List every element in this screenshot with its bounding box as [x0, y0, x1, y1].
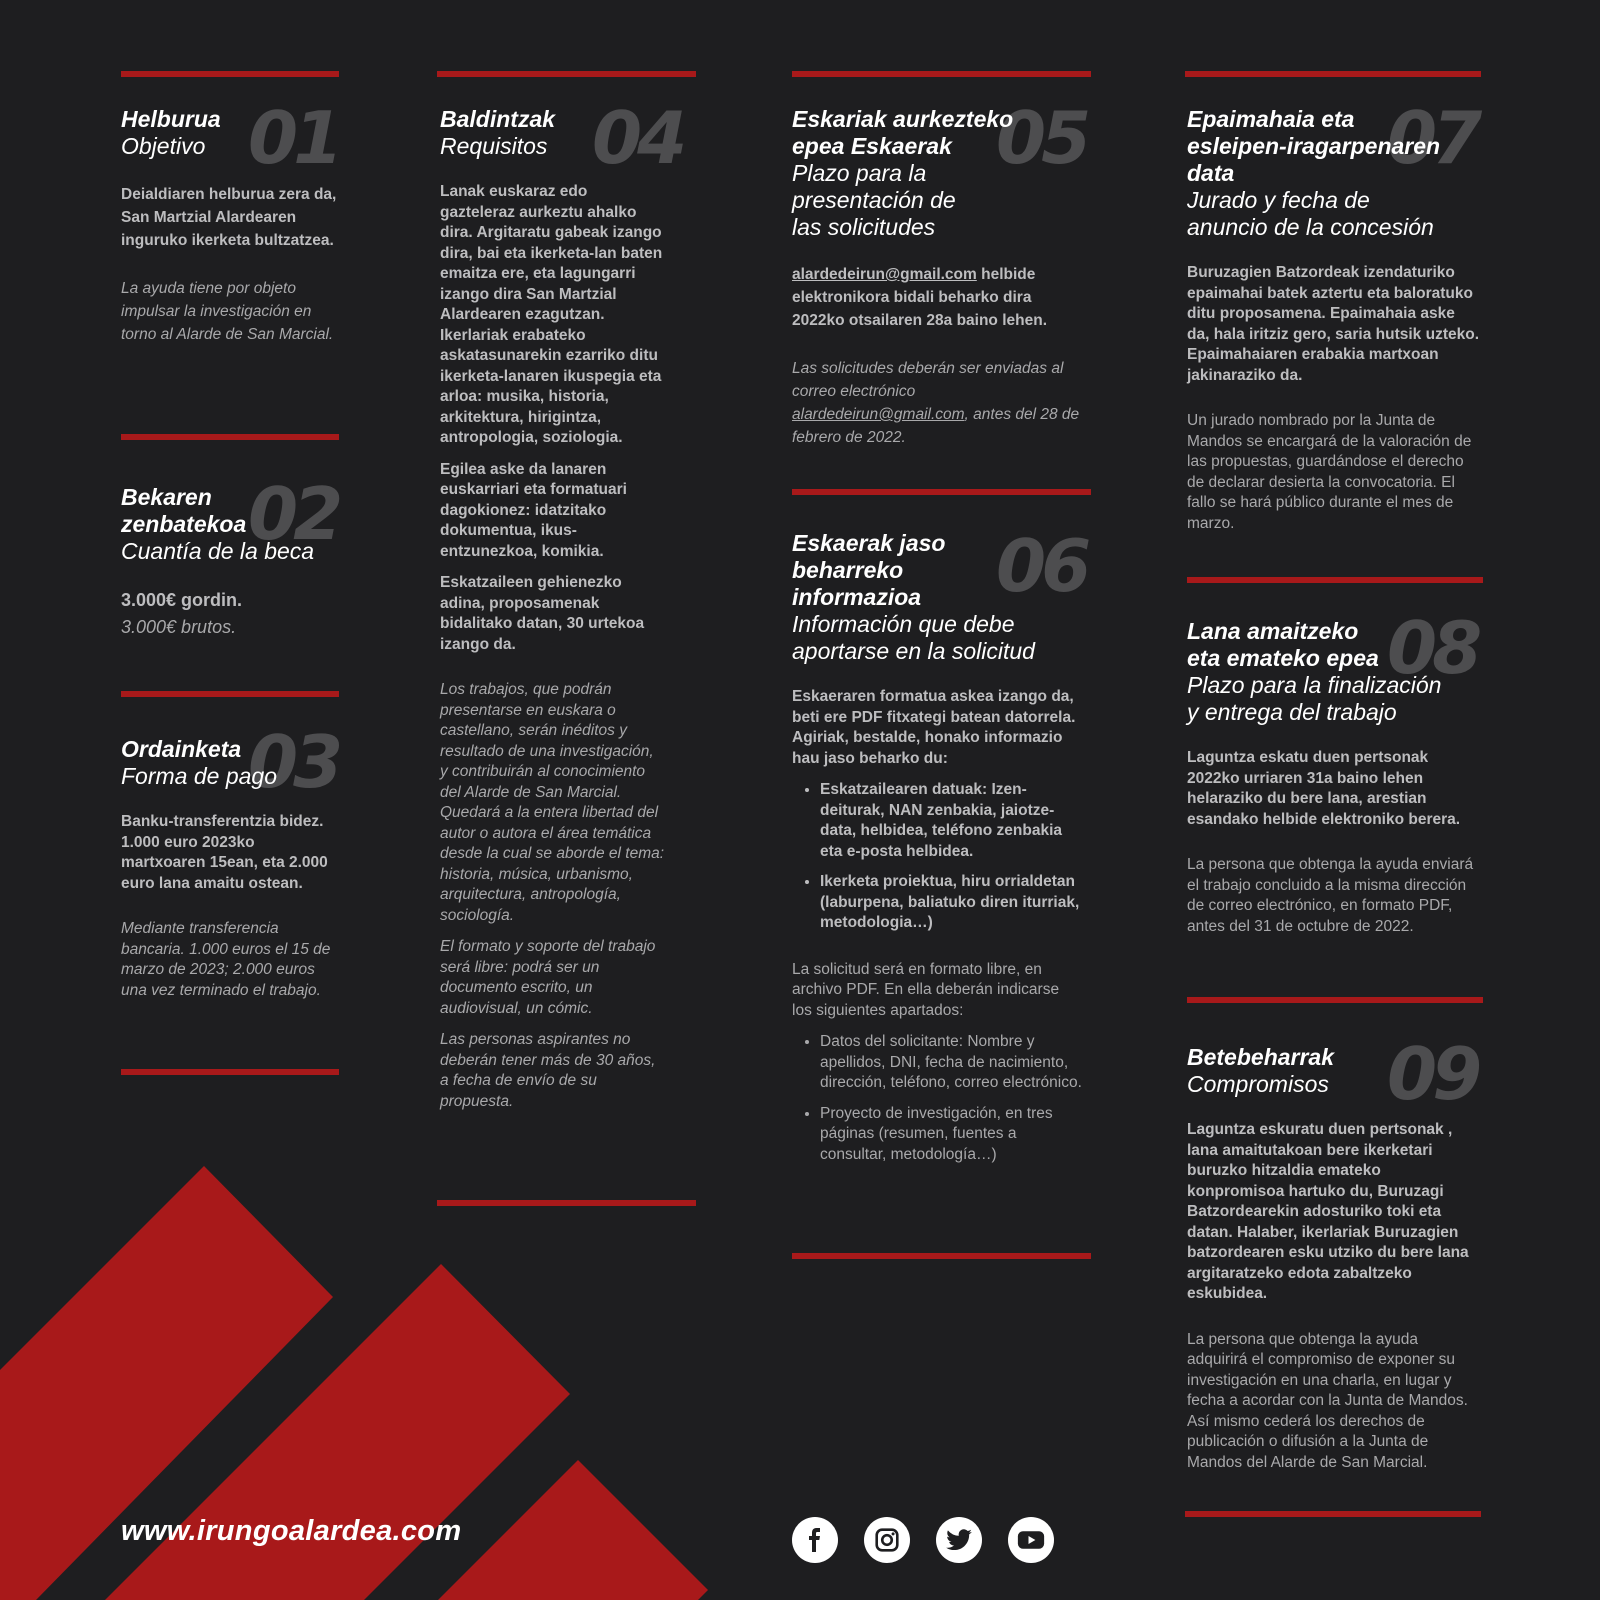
section-heading — [440, 106, 700, 160]
text-es: La solicitud será en formato libre, en archivo PDF. En ella deberán indicarse los siguientes apartados: — [792, 960, 1060, 1019]
text-eu-rest: helbide elektronikora bidali beharko dira 2022ko otsailaren 28a baino lehen. — [792, 266, 1048, 329]
title-es-line: anuncio de la concesión — [1187, 214, 1434, 240]
section-02 — [121, 470, 361, 641]
text-eu: Egilea aske da lanaren euskarriari eta formatuari dagokionez: idatzitako dokumentua, ikus-entzunezkoa, komikia. — [440, 460, 627, 560]
divider-bar — [1187, 997, 1483, 1003]
text-eu: Lanak euskaraz edo gazteleraz aurkeztu ahalko dira. Argitaratu gabeak izango dira, bai eta ikerketa-lan baten emaitza ere, eta lagungarri izango dira San Martzial Alardearen ezagutzan. Ikerlariak erabateko askatasunarekin ezarriko ditu ikerketa-lanaren ikuspegia eta arloa: musika, historia, arkitektura, hirigintza, antropologia, soziologia. — [440, 183, 663, 446]
section-03 — [121, 722, 346, 1012]
title-es-line: presentación de — [792, 187, 956, 213]
section-06 — [792, 520, 1102, 1177]
section-heading — [121, 106, 351, 160]
list-item: • Eskatzailearen datuak: Izen-deiturak, NAN zenbakia, jaiotze-data, helbidea, teléfono zenbakia eta e-posta helbidea. — [820, 780, 1082, 862]
list-item: • Proyecto de investigación, en tres páginas (resumen, fuentes a consultar, metodología…) — [820, 1104, 1082, 1166]
section-number: 07 — [1387, 96, 1478, 180]
title-es: Objetivo — [121, 133, 206, 159]
title-es: Cuantía de la beca — [121, 538, 315, 564]
section-heading — [1187, 618, 1487, 726]
title-eu: Ordainketa — [121, 736, 242, 762]
instagram-button[interactable] — [864, 1517, 910, 1563]
title-eu-line: epea Eskaerak — [792, 133, 952, 159]
youtube-icon — [1016, 1525, 1046, 1555]
section-number: 05 — [996, 96, 1087, 180]
divider-bar — [1185, 71, 1481, 77]
title-eu-line: Eskariak aurkezteko — [792, 106, 1014, 132]
title-eu-line: Eskaerak jaso — [792, 530, 946, 556]
facebook-button[interactable] — [792, 1517, 838, 1563]
divider-bar — [121, 691, 339, 697]
divider-bar — [121, 71, 339, 77]
text-es: Mediante transferencia bancaria. 1.000 euros el 15 de marzo de 2023; 2.000 euros una vez terminado el trabajo. — [121, 920, 331, 999]
section-05 — [792, 96, 1092, 460]
title-eu-line: informazioa — [792, 584, 922, 610]
section-number: 02 — [248, 472, 339, 556]
text-es: Un jurado nombrado por la Junta de Mandos se encargará de la valoración de las propuestas, guardándose el derecho de declarar desierta la convocatoria. El fallo se hará público durante el mes de marzo. — [1187, 412, 1472, 532]
facebook-icon — [803, 1528, 827, 1552]
title-es-line: Plazo para la — [792, 160, 927, 186]
text-es: La persona que obtenga la ayuda adquirirá el compromiso de exponer su investigación en una charla, en lugar y fecha a acordar con la Junta de Mandos. Así mismo cederá los derechos de publicación o difusión a la Junta de Mandos del Alarde de San Marcial. — [1187, 1330, 1468, 1471]
divider-bar — [792, 1253, 1091, 1259]
email-link[interactable]: alardedeirun@gmail.com — [792, 406, 965, 423]
twitter-button[interactable] — [936, 1517, 982, 1563]
section-heading — [1187, 106, 1487, 241]
section-01 — [121, 96, 351, 357]
title-eu-line: esleipen-iragarpenaren — [1187, 133, 1441, 159]
title-es: Requisitos — [440, 133, 548, 159]
divider-bar — [437, 71, 696, 77]
text-eu: Laguntza eskuratu duen pertsonak , lana amaitutakoan bere ikerketari buruzko hitzaldia emateko konpromisoa hartuko du, Buruzagi Batzordearekin adosturiko toki eta datan. Halaber, ikerlariak Buruzagien batzordearen esku utziko du bere lana argitaratzeko edota zabaltzeko eskubidea. — [1187, 1121, 1469, 1302]
title-eu-line: beharreko — [792, 557, 904, 583]
section-number: 03 — [248, 720, 339, 804]
section-number: 09 — [1387, 1032, 1478, 1116]
instagram-icon — [874, 1527, 900, 1553]
title-eu: Baldintzak — [440, 106, 556, 132]
text-eu: Eskaeraren formatua askea izango da, beti ere PDF fitxategi batean datorrela. Agiriak, bestalde, honako informazio hau jaso beharko du: — [792, 688, 1076, 767]
text-es: Las personas aspirantes no deberán tener más de 30 años, a fecha de envío de su propuesta. — [440, 1031, 656, 1110]
list-es — [792, 1032, 1082, 1165]
section-number: 04 — [592, 96, 683, 180]
title-eu-line: zenbatekoa — [121, 511, 247, 537]
title-es-line: Plazo para la finalización — [1187, 672, 1442, 698]
title-eu-line: eta emateko epea — [1187, 645, 1379, 671]
text-eu: Eskatzaileen gehienezko adina, proposamenak bidalitako datan, 30 urtekoa izango da. — [440, 574, 645, 653]
section-heading — [1187, 1044, 1487, 1098]
list-item: • Datos del solicitante: Nombre y apellidos, DNI, fecha de nacimiento, dirección, teléfono, correo electrónico. — [820, 1032, 1082, 1094]
title-eu-line: Bekaren — [121, 484, 212, 510]
text-eu: Banku-transferentzia bidez. 1.000 euro 2023ko martxoaren 15ean, eta 2.000 euro lana amaitu ostean. — [121, 813, 328, 892]
title-es-line: y entrega del trabajo — [1187, 699, 1397, 725]
section-number: 08 — [1387, 606, 1478, 690]
section-heading — [792, 106, 1092, 241]
text-es: La ayuda tiene por objeto impulsar la investigación en torno al Alarde de San Marcial. — [121, 280, 334, 343]
website-link[interactable]: www.irungoalardea.com — [121, 1515, 462, 1547]
section-number: 06 — [996, 524, 1087, 608]
section-07 — [1187, 96, 1487, 545]
divider-bar — [121, 434, 339, 440]
section-08 — [1187, 608, 1487, 948]
title-eu-line: data — [1187, 160, 1235, 186]
divider-bar — [1187, 577, 1483, 583]
text-es-rest: , antes del 28 de febrero de 2022. — [792, 406, 1080, 446]
title-eu-line: Lana amaitzeko — [1187, 618, 1359, 644]
text-es-pre: Las solicitudes deberán ser enviadas al correo electrónico — [792, 360, 1064, 400]
text-es: 3.000€ brutos. — [121, 617, 237, 637]
twitter-icon — [945, 1526, 973, 1554]
divider-bar — [792, 71, 1091, 77]
text-eu: Laguntza eskatu duen pertsonak 2022ko urriaren 31a baino lehen helaraziko du bere lana, arestian esandako helbide elektroniko berera. — [1187, 749, 1461, 828]
title-es-line: Información que debe — [792, 611, 1015, 637]
title-es-line: las solicitudes — [792, 214, 936, 240]
title-eu-line: Epaimahaia eta — [1187, 106, 1355, 132]
divider-bar — [121, 1069, 339, 1075]
text-es: La persona que obtenga la ayuda enviará el trabajo concluido a la misma dirección de correo electrónico, en formato PDF, antes del 31 de octubre de 2022. — [1187, 856, 1474, 935]
list-eu — [792, 780, 1082, 934]
divider-bar — [1185, 1511, 1481, 1517]
section-heading — [121, 484, 361, 565]
youtube-button[interactable] — [1008, 1517, 1054, 1563]
section-04 — [440, 96, 700, 1123]
text-es: Los trabajos, que podrán presentarse en euskara o castellano, serán inéditos y resultado de una investigación, y contribuirán al conocimiento del Alarde de San Marcial. Quedará a la entera libertad del autor o autora el área temática desde la cual se aborde el tema: historia, música, urbanismo, arquitectura, antropología, sociología. — [440, 681, 665, 924]
text-eu: 3.000€ gordin. — [121, 590, 243, 610]
divider-bar — [792, 489, 1091, 495]
text-es: El formato y soporte del trabajo será libre: podrá ser un documento escrito, un audiovisual, un cómic. — [440, 938, 656, 1017]
text-es — [792, 357, 1082, 449]
section-number: 01 — [248, 96, 339, 180]
text-eu: Deialdiaren helburua zera da, San Martzial Alardearen inguruko ikerketa bultzatzea. — [121, 186, 337, 249]
section-09 — [1187, 1030, 1487, 1484]
title-es: Compromisos — [1187, 1071, 1329, 1097]
section-heading — [121, 736, 346, 790]
text-eu: Buruzagien Batzordeak izendaturiko epaimahai batek aztertu eta baloratuko ditu proposamena. Epaimahaia aske da, hala iritziz gero, saria hutsik uzteko. Epaimahaiaren erabakia martxoan jakinaraziko da. — [1187, 264, 1479, 384]
divider-bar — [437, 1200, 696, 1206]
email-link[interactable]: alardedeirun@gmail.com — [792, 266, 977, 283]
text-eu — [792, 263, 1082, 332]
section-heading — [792, 524, 1102, 665]
title-eu: Helburua — [121, 106, 221, 132]
title-es-line: Jurado y fecha de — [1187, 187, 1370, 213]
list-item: • Ikerketa proiektua, hiru orrialdetan (laburpena, baliatuko diren iturriak, metodologia…) — [820, 872, 1082, 934]
title-eu: Betebeharrak — [1187, 1044, 1335, 1070]
title-es: Forma de pago — [121, 763, 277, 789]
title-es-line: aportarse en la solicitud — [792, 638, 1035, 664]
